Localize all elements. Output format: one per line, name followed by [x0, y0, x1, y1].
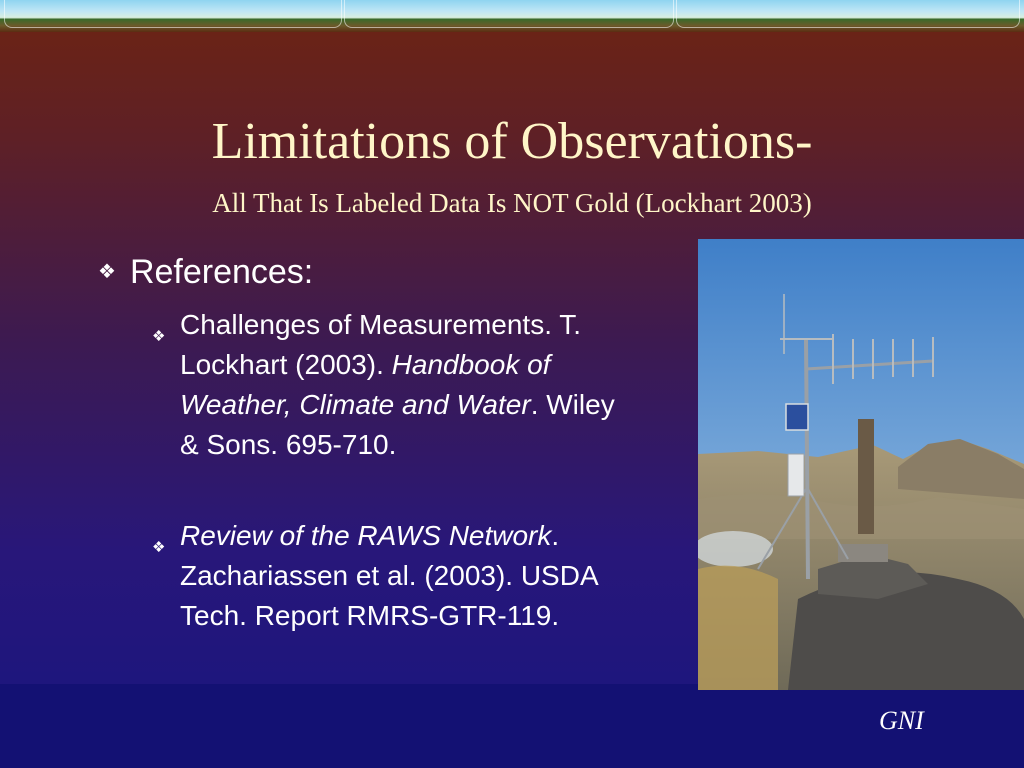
reference-item: [152, 516, 622, 636]
weather-station-photo: [698, 239, 1024, 690]
diamond-bullet-icon: ❖: [98, 261, 116, 283]
reference-text: . Wiley & Sons. 695-710.: [180, 389, 615, 460]
reference-title: Review of the RAWS Network: [180, 520, 552, 551]
reference-item: [152, 305, 622, 465]
reference-text: Challenges of Measurements. T. Lockhart (2003).: [180, 309, 582, 380]
bullet-label: References:: [129, 253, 314, 291]
footer-gni: GNI: [879, 706, 924, 735]
banner-segment: [344, 0, 674, 28]
top-landscape-banner: [0, 0, 1024, 32]
slide-subtitle: All That Is Labeled Data Is NOT Gold (Lockhart 2003): [212, 188, 812, 218]
banner-segment: [676, 0, 1020, 28]
reference-title: Handbook of Weather, Climate and Water: [180, 349, 551, 420]
banner-segment: [4, 0, 342, 28]
reference-text: . Zachariassen et al. (2003). USDA Tech. Report RMRS-GTR-119.: [180, 520, 598, 631]
diamond-bullet-icon: ❖: [152, 539, 166, 556]
bottom-band: [0, 684, 1024, 768]
diamond-bullet-icon: ❖: [152, 328, 166, 345]
bullet-references: [98, 252, 313, 292]
slide-title: Limitations of Observations-: [211, 113, 813, 170]
